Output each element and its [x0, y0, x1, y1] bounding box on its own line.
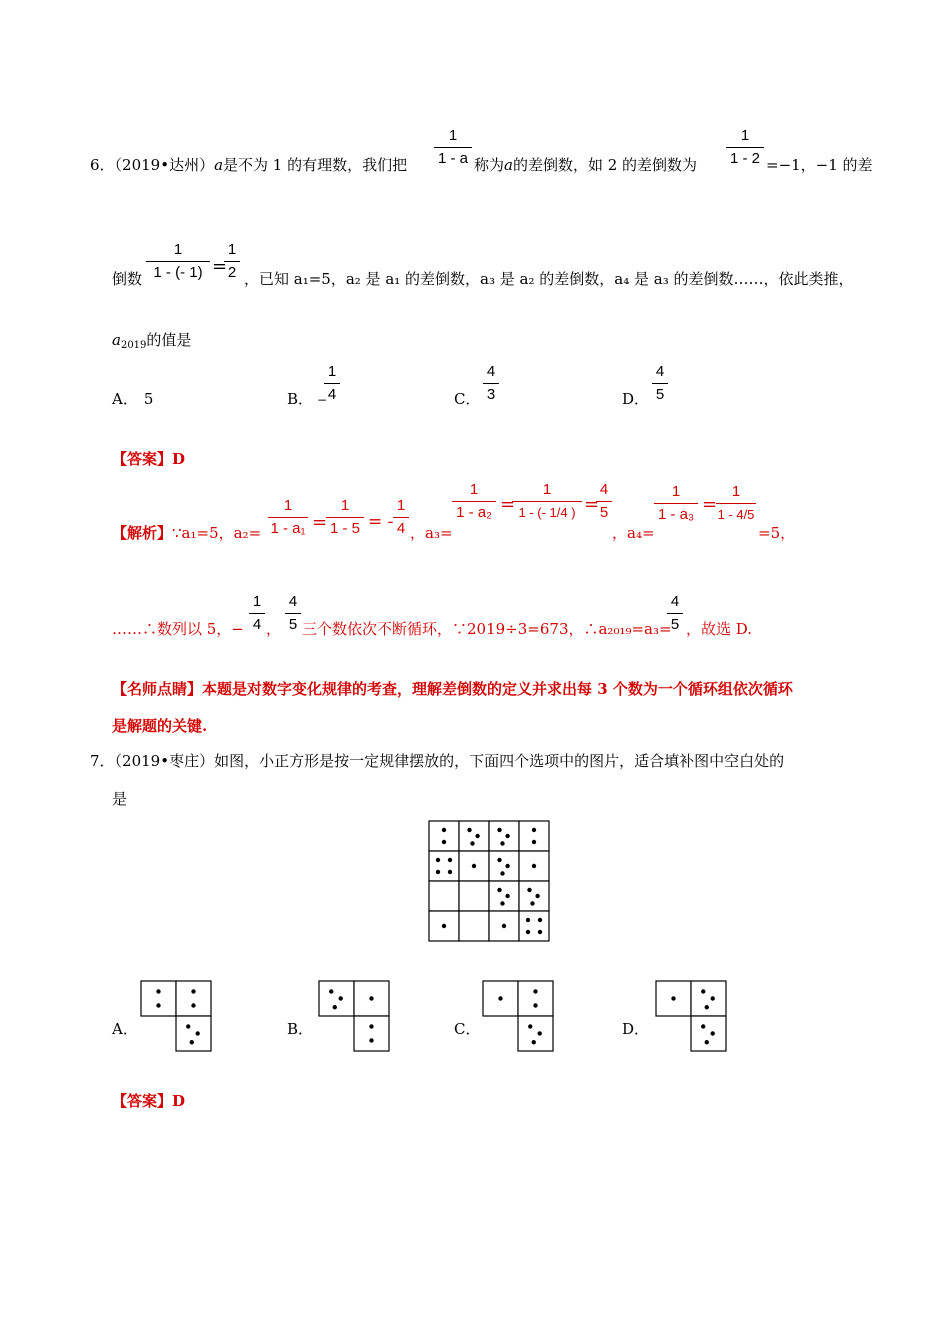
q6-option-d[interactable]: [622, 388, 649, 409]
q7-number: 7．: [90, 752, 115, 770]
dot: [671, 996, 675, 1000]
option-label: D．: [622, 1020, 650, 1038]
q6-line3-rest: 的值是: [146, 331, 192, 349]
dot: [436, 858, 440, 862]
dot: [191, 989, 195, 993]
dot: [500, 871, 504, 875]
option-label: C．: [454, 1020, 481, 1038]
q6-frac-ex: [726, 126, 764, 169]
q6-text3: 的差倒数，如 2 的差倒数为: [512, 156, 698, 174]
option-cell: [518, 981, 553, 1016]
q6-line3-var: a: [112, 331, 121, 349]
grid-cell: [459, 821, 489, 851]
dot: [532, 828, 536, 832]
q6-option-c[interactable]: [454, 388, 480, 409]
frac-den: 5: [655, 386, 665, 403]
q6-cycle-lead: ……∴数列以 5，−: [112, 620, 244, 638]
dot: [505, 894, 509, 898]
option-cell: [691, 981, 726, 1016]
frac-num: 1: [448, 127, 458, 144]
grid-cell: [429, 851, 459, 881]
q6-cycle-frac2: [285, 592, 301, 635]
dot: [498, 996, 502, 1000]
frac-num: 4: [655, 363, 665, 380]
grid-cell: [489, 881, 519, 911]
q6-analysis-lead: [112, 522, 261, 543]
grid-cell: [519, 821, 549, 851]
q7-line1: [90, 750, 784, 771]
q6-line3: [112, 329, 191, 351]
frac-den: 4: [327, 386, 337, 403]
q7-option-b[interactable]: [287, 1018, 313, 1039]
frac-den: 4: [252, 616, 262, 633]
dot: [442, 840, 446, 844]
q6-cycle-mid: 三个数依次不断循环，∵2019÷3=673，∴a₂₀₁₉=a₃=: [302, 620, 672, 638]
dot: [526, 918, 530, 922]
dot: [530, 901, 534, 905]
q7-option-b-figure[interactable]: [318, 980, 394, 1052]
q6-an-a3-frac3: [596, 480, 612, 523]
dot: [505, 834, 509, 838]
option-label: A．: [112, 390, 138, 408]
dot: [505, 864, 509, 868]
frac-den: 2: [227, 264, 237, 281]
option-sign: −: [317, 393, 328, 407]
q7-main-grid: [428, 820, 550, 942]
frac-num: 1: [340, 497, 350, 514]
frac-num: 1: [542, 481, 552, 498]
grid-cell: [489, 821, 519, 851]
dot: [701, 989, 705, 993]
grid-cell: [459, 911, 489, 941]
q6-an-eq4: =: [702, 494, 718, 515]
option-label: C．: [454, 390, 481, 408]
dot: [339, 996, 343, 1000]
frac-den: 1 - (- 1): [153, 264, 203, 281]
q7-option-c[interactable]: [454, 1018, 480, 1039]
dot: [532, 864, 536, 868]
dot: [329, 989, 333, 993]
frac-num: 4: [288, 593, 298, 610]
frac-num: 1: [396, 497, 406, 514]
q6-frac-def: [434, 126, 472, 169]
dot: [475, 834, 479, 838]
q6-line1c: =−1，−1 的差: [766, 156, 873, 174]
dot: [436, 870, 440, 874]
option-cell: [354, 1016, 389, 1051]
dot: [191, 1003, 195, 1007]
q6-answer: 【答案】D: [112, 450, 186, 468]
q6-an-a4-result: =5，: [758, 524, 796, 542]
frac-den: 1 - a₂: [456, 504, 492, 521]
option-label: B．: [287, 1020, 314, 1038]
dot: [502, 924, 506, 928]
grid-cell: [489, 851, 519, 881]
dot: [156, 989, 160, 993]
option-cell: [319, 981, 354, 1016]
q6-frac-ex2: [146, 240, 210, 283]
dot: [497, 828, 501, 832]
q7-option-a-figure[interactable]: [140, 980, 216, 1052]
dot: [442, 828, 446, 832]
frac-den: 5: [670, 616, 680, 633]
frac-num: 1: [731, 483, 741, 500]
option-cell: [176, 1016, 211, 1051]
q6-frac-half: [224, 240, 240, 283]
frac-den: 5: [288, 616, 298, 633]
q6-an-eq1: =: [312, 512, 328, 533]
option-cell: [518, 1016, 553, 1051]
option-label: A．: [112, 1020, 138, 1038]
q6-line2-rest: ，已知 a₁=5，a₂ 是 a₁ 的差倒数，a₃ 是 a₂ 的差倒数，a₄ 是 a₃ 的差倒数……，依此类推，: [244, 270, 854, 288]
q6-option-d-frac: [652, 362, 668, 405]
q7-line2: 是: [112, 790, 128, 808]
grid-cell: [459, 881, 489, 911]
q6-tip-line2: 是解题的关键.: [112, 717, 208, 735]
q6-line3-sub: 2019: [120, 340, 147, 351]
q7-option-d-figure[interactable]: [655, 980, 731, 1052]
frac-den: 1 - 4/5: [717, 507, 755, 522]
dot: [156, 1003, 160, 1007]
grid-cell: [519, 911, 549, 941]
frac-den: 1 - (- 1/4 ): [518, 505, 576, 520]
dot: [533, 989, 537, 993]
option-cell: [691, 1016, 726, 1051]
option-cell: [141, 981, 176, 1016]
q6-eq: =: [212, 256, 228, 277]
dot: [448, 870, 452, 874]
frac-num: 1: [740, 127, 750, 144]
dot: [533, 1003, 537, 1007]
dot: [532, 1040, 536, 1044]
q6-an-eq2: =: [500, 494, 516, 515]
q6-cycle-comma: ，: [266, 620, 282, 638]
dot: [448, 858, 452, 862]
q6-line2-lead: 倒数: [112, 270, 143, 288]
analysis-tag: 【解析】: [112, 524, 173, 542]
frac-num: 1: [173, 241, 183, 258]
dot: [711, 996, 715, 1000]
frac-den: 1 - a: [437, 150, 468, 167]
q6-source: （2019•达州）: [114, 156, 215, 174]
grid-cell: [429, 821, 459, 851]
q6-text2: 称为: [474, 156, 505, 174]
frac-num: 1: [283, 497, 293, 514]
dot: [467, 828, 471, 832]
frac-num: 1: [227, 241, 237, 258]
q6-an-frac3: [393, 496, 409, 539]
frac-num: 4: [670, 593, 680, 610]
q7-text: （2019•枣庄）如图，小正方形是按一定规律摆放的，下面四个选项中的图片，适合填补图中空白处的: [114, 752, 785, 770]
dot: [538, 918, 542, 922]
option-cell: [176, 981, 211, 1016]
dot: [538, 1031, 542, 1035]
q6-text1: 是不为 1 的有理数，我们把: [223, 156, 408, 174]
grid-cell: [429, 881, 459, 911]
q7-answer: 【答案】D: [112, 1092, 186, 1110]
q6-an-eq3: =: [584, 494, 600, 515]
dot: [470, 841, 474, 845]
dot: [472, 864, 476, 868]
frac-num: 1: [252, 593, 262, 610]
option-label: B．: [287, 390, 314, 408]
q6-line1b: [474, 154, 697, 175]
q6-an-a3-frac1: [452, 480, 496, 523]
frac-num: 4: [486, 363, 496, 380]
q6-cycle-frac3: [667, 592, 683, 635]
dot: [369, 996, 373, 1000]
q7-option-d[interactable]: [622, 1018, 649, 1039]
dot: [526, 930, 530, 934]
dot: [701, 1024, 705, 1028]
q6-an-frac2: [326, 496, 364, 539]
q6-an-a4-frac2: [716, 482, 756, 525]
analysis-a1: ∵a₁=5，a₂=: [172, 524, 262, 542]
frac-den: 5: [599, 504, 609, 521]
frac-den: 1 - a₁: [270, 520, 306, 537]
dot: [500, 841, 504, 845]
dot: [500, 901, 504, 905]
dot: [196, 1031, 200, 1035]
q6-an-frac1: [268, 496, 308, 539]
frac-den: 1 - 5: [329, 520, 360, 537]
dot: [535, 894, 539, 898]
option-value: 5: [143, 390, 154, 408]
q6-var-a2: a: [504, 156, 513, 174]
q6-var-a: a: [214, 156, 224, 174]
frac-num: 4: [599, 481, 609, 498]
frac-num: 1: [327, 363, 337, 380]
frac-num: 1: [469, 481, 479, 498]
q6-an-a4-frac1: [654, 482, 698, 525]
q6-an-a3-lead: ，a₃=: [410, 524, 453, 542]
frac-den: 1 - 2: [729, 150, 760, 167]
dot: [532, 840, 536, 844]
q7-option-a[interactable]: [112, 1018, 138, 1039]
dot: [333, 1005, 337, 1009]
dot: [369, 1024, 373, 1028]
q6-option-c-frac: [483, 362, 499, 405]
dot: [711, 1031, 715, 1035]
q6-cycle-end: ，故选 D.: [686, 620, 753, 638]
dot: [705, 1005, 709, 1009]
q7-option-c-figure[interactable]: [482, 980, 558, 1052]
dot: [497, 888, 501, 892]
dot: [442, 924, 446, 928]
dot: [497, 858, 501, 862]
q6-line1: [90, 154, 407, 175]
q6-tip-line1: 【名师点睛】本题是对数字变化规律的考查，理解差倒数的定义并求出每 3 个数为一个循环组依次循环: [112, 680, 793, 698]
frac-den: 4: [396, 520, 406, 537]
dot: [527, 888, 531, 892]
dot: [705, 1040, 709, 1044]
frac-den: 1 - a₃: [657, 506, 695, 523]
grid-cell: [519, 881, 549, 911]
q6-option-b-frac: [324, 362, 340, 405]
option-label: D．: [622, 390, 650, 408]
q6-an-res1: = -: [368, 512, 394, 532]
frac-num: 1: [671, 483, 681, 500]
q6-an-a4-lead: ，a₄=: [612, 524, 655, 542]
dot: [369, 1038, 373, 1042]
q6-cycle-frac1: [249, 592, 265, 635]
dot: [538, 930, 542, 934]
q6-an-a3-frac2: [512, 480, 582, 523]
frac-den: 3: [486, 386, 496, 403]
dot: [186, 1024, 190, 1028]
q6-option-a[interactable]: [112, 388, 153, 409]
q6-option-b[interactable]: [287, 388, 327, 409]
dot: [528, 1024, 532, 1028]
q6-number: 6．: [90, 156, 115, 174]
dot: [190, 1040, 194, 1044]
